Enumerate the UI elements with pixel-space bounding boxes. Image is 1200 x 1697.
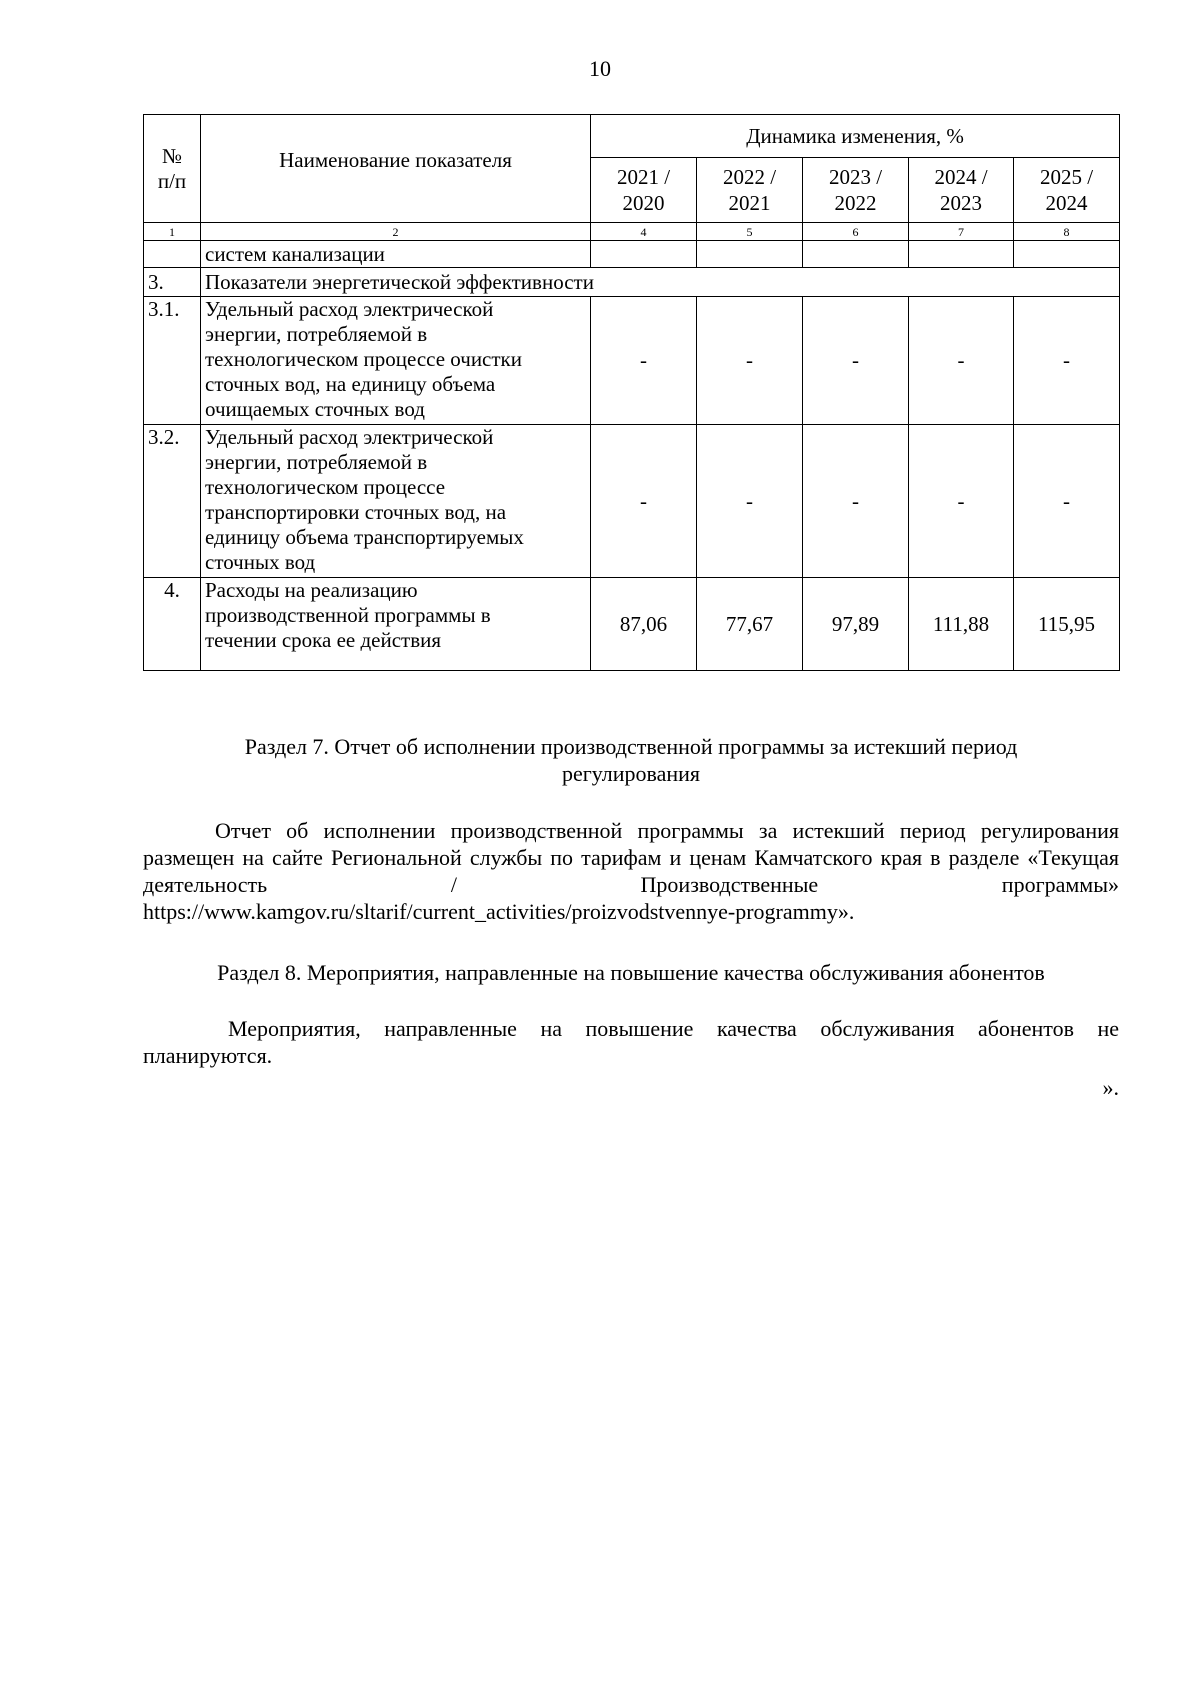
column-number: 2 [201, 223, 591, 241]
table-section-row [144, 268, 1120, 297]
row-number: 3.1. [144, 297, 201, 425]
table-row [144, 241, 1120, 268]
column-number: 1 [144, 223, 201, 241]
table-row [144, 297, 1120, 425]
header-dynamics: Динамика изменения, % [591, 115, 1120, 158]
column-number: 4 [591, 223, 697, 241]
row-value: - [697, 297, 803, 425]
row-value: 77,67 [697, 578, 803, 671]
header-year: 2021 / 2020 [591, 158, 697, 223]
table-row [144, 578, 1120, 671]
row-value [1014, 241, 1120, 268]
row-number: 3.2. [144, 425, 201, 578]
row-name: Удельный расход электрической энергии, потребляемой в технологическом процессе очистки сточных вод, на единицу объема очищаемых сточных вод [201, 297, 591, 425]
row-value [909, 241, 1014, 268]
row-number: 3. [144, 268, 201, 297]
section7-title: Раздел 7. Отчет об исполнении производственной программы за истекший период регулирования [244, 734, 1018, 786]
row-value: 97,89 [803, 578, 909, 671]
row-value: - [697, 425, 803, 578]
row-value: - [1014, 425, 1120, 578]
header-year: 2022 / 2021 [697, 158, 803, 223]
column-number: 8 [1014, 223, 1120, 241]
row-value [803, 241, 909, 268]
row-value [697, 241, 803, 268]
header-num [144, 115, 201, 223]
header-num-text: № п/п [157, 143, 187, 193]
table-row [144, 425, 1120, 578]
section8-title: Раздел 8. Мероприятия, направленные на повышение качества обслуживания абонентов [217, 960, 1045, 985]
header-name [201, 115, 591, 223]
header-year: 2025 / 2024 [1014, 158, 1120, 223]
column-number: 7 [909, 223, 1014, 241]
row-value: - [591, 297, 697, 425]
section8-text: Мероприятия, направленные на повышение качества обслуживания абонентов не планируются. [143, 1016, 1119, 1068]
row-value: - [803, 297, 909, 425]
section7-text: Отчет об исполнении производственной программы за истекший период регулирования размещен на сайте Региональной службы по тарифам и ценам Камчатского края в разделе «Текущая деятельность / Производственные программы» https://www.kamgov.ru/sltarif/current_activities/proizvodstvennye-programmy». [143, 818, 1119, 924]
indicators-table [143, 114, 1120, 671]
row-value: - [909, 297, 1014, 425]
row-name: систем канализации [201, 241, 591, 268]
row-name: Удельный расход электрической энергии, потребляемой в технологическом процессе транспортировки сточных вод, на единицу объема транспортируемых сточных вод [201, 425, 591, 578]
header-name-text: Наименование показателя [279, 148, 512, 172]
row-value: - [803, 425, 909, 578]
header-year: 2023 / 2022 [803, 158, 909, 223]
column-number: 5 [697, 223, 803, 241]
page-number: 10 [589, 56, 611, 81]
row-name: Расходы на реализацию производственной программы в течении срока ее действия [201, 578, 591, 671]
table-header-row [144, 115, 1120, 158]
row-value: - [591, 425, 697, 578]
row-value: - [909, 425, 1014, 578]
closing-quote: ». [1102, 1075, 1119, 1100]
row-number [144, 241, 201, 268]
header-year: 2024 / 2023 [909, 158, 1014, 223]
row-value: 111,88 [909, 578, 1014, 671]
row-number: 4. [144, 578, 201, 671]
row-value: 87,06 [591, 578, 697, 671]
column-number: 6 [803, 223, 909, 241]
row-value: - [1014, 297, 1120, 425]
column-numbers-row [144, 223, 1120, 241]
row-value [591, 241, 697, 268]
row-value: 115,95 [1014, 578, 1120, 671]
row-section-name: Показатели энергетической эффективности [201, 268, 1120, 297]
